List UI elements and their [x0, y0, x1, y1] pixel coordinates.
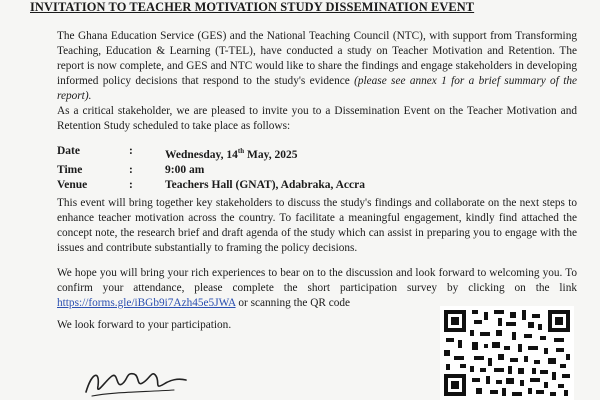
venue-value: Teachers Hall (GNAT), Adabraka, Accra	[165, 178, 365, 191]
event-purpose-paragraph: This event will bring together key stakeholders to discuss the study's findings and collaborate on the next steps to enhance teacher motivation across the country. To facilitate a meaningful engagement, kindly find attached the concept note, the research brief and draft agenda of the study which can assist in preparing you to engage with the issues and contribute substantially to framing the policy decisions.	[57, 197, 577, 254]
closing-line: We look forward to your participation.	[57, 319, 232, 331]
date-label: Date	[57, 145, 80, 157]
signature	[82, 362, 192, 400]
date-colon: :	[129, 145, 133, 157]
date-row	[57, 144, 365, 163]
intro-paragraph	[57, 29, 577, 104]
time-colon: :	[129, 163, 133, 176]
rsvp-text: We hope you will bring your rich experiences to bear on to the discussion and look forward to welcoming you. To confirm your attendance, please complete the short participation survey by clicking on the link	[57, 267, 577, 294]
qr-code[interactable]	[440, 306, 574, 400]
rsvp-paragraph	[57, 266, 577, 311]
venue-row	[57, 178, 365, 193]
time-label: Time	[57, 163, 83, 176]
time-row	[57, 163, 365, 178]
rsvp-tail: or scanning the QR code	[235, 297, 351, 309]
annex-note: (please see annex 1 for a brief summary of the report).	[57, 75, 577, 102]
date-value: Wednesday, 14th May, 2025	[165, 147, 298, 161]
time-value: 9:00 am	[165, 163, 205, 176]
intro-text: The Ghana Education Service (GES) and the National Teaching Council (NTC), with support from Transforming Teaching, Education & Learning (T-TEL), have conducted a study on Teacher Motivation and Retention. The report is now complete, and GES and NTC would like to share the findings and engage stakeholders in developing informed policy decisions that respond to the study's evidence	[57, 30, 577, 87]
venue-label: Venue	[57, 178, 88, 191]
survey-link[interactable]: https://forms.gle/iBGb9i7Azh45e5JWA	[57, 297, 236, 309]
letter-title: INVITATION TO TEACHER MOTIVATION STUDY DISSEMINATION EVENT	[30, 0, 475, 14]
venue-colon: :	[129, 178, 133, 191]
invitation-paragraph: As a critical stakeholder, we are pleased to invite you to a Dissemination Event on the Teacher Motivation and Retention Study scheduled to take place as follows:	[57, 105, 577, 132]
event-details	[57, 144, 365, 193]
